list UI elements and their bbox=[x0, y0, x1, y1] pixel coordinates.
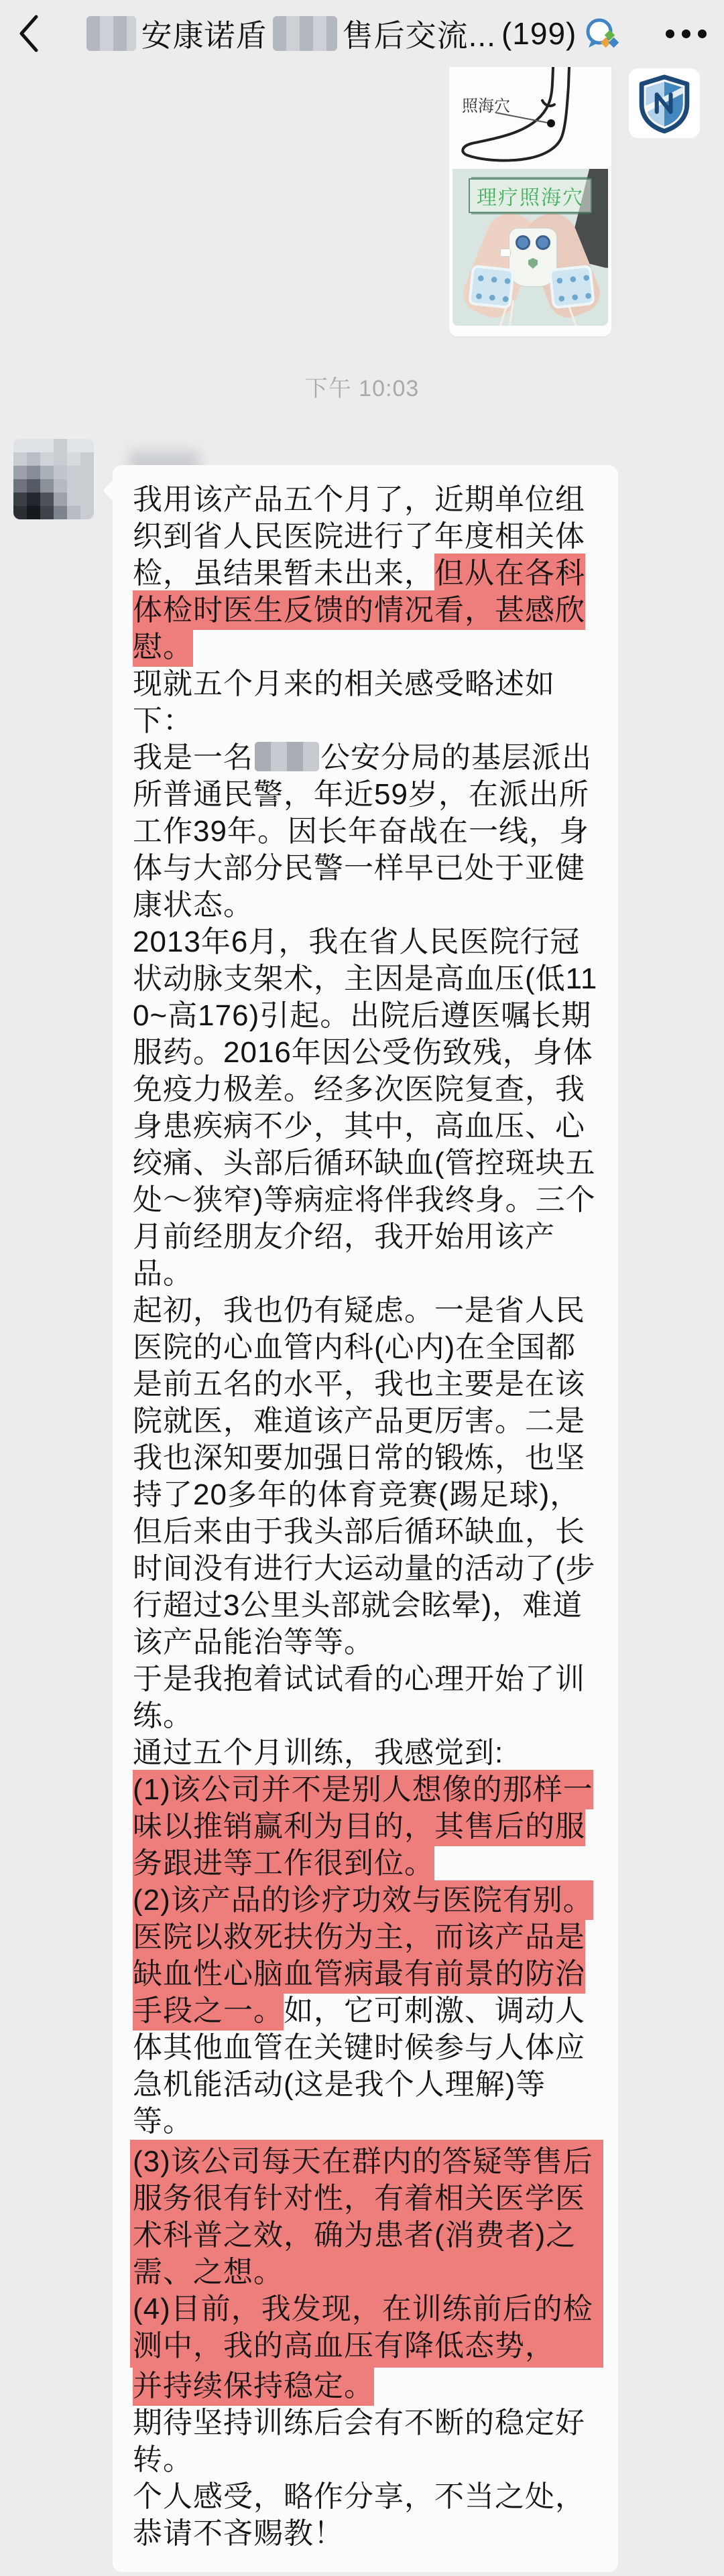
redacted-title-segment bbox=[86, 16, 136, 51]
message-bubble[interactable] bbox=[113, 465, 618, 2572]
chat-title-main: 安康诺盾 bbox=[141, 18, 267, 53]
chat-title-tail: 售后交流... bbox=[342, 18, 496, 53]
redacted-text bbox=[255, 742, 319, 771]
electrode-pad bbox=[548, 265, 595, 309]
highlighted-text: (3)该公司每天在群内的答疑等售后服务很有针对性，有着相关医学医术科普之效，确为患者(消费者)之需、之想。 (4)目前，我发现，在训练前后的检测中，我的高血压有降低态势， bbox=[130, 2140, 603, 2368]
electrode-pad bbox=[468, 265, 515, 309]
acupoint-diagram bbox=[452, 67, 608, 169]
highlighted-text: (1)该公司并不是别人想像的那样一味以推销赢利为目的，其售后的服务跟进等工作很到位。 bbox=[133, 1770, 593, 1883]
avatar-shield[interactable] bbox=[629, 68, 700, 138]
nav-bar bbox=[0, 0, 724, 67]
plain-text: 公安分局的基层派出所普通民警，年近59岁，在派出所工作39年。因长年奋战在一线，身体与大部分民警一样早已处于亚健康状态。 2013年6月，我在省人民医院行冠状动脉支架术，主因是高血压(低110~高176)引起。出院后遵医嘱长期服药。2016年因公受伤致残，身体免疫力极差。经多次医院复查，我身患疾病不少，其中，高血压、心绞痛、头部后循环缺血(管控斑块五处～狭窄)等病症将伴我终身。三个月前经朋友介绍，我开始用该产品。 起初，我也仍有疑虑。一是省人民医院的心血管内科(心内)在全国都是前五名的水平，我也主要是在该院就医，难道该产品更厉害。二是我也深知要加强日常的锻炼，也坚持了20多年的体育竞赛(踢足球)，但后来由于我头部后循环缺血，长时间没有进行大运动量的活动了(步行超过3公里头部就会眩晕)，难道该产品能治等等。 于是我抱着试试看的心理开始了训练。 通过五个月训练，我感觉到: bbox=[133, 741, 598, 1769]
chevron-left-icon bbox=[17, 14, 40, 53]
plain-text: 现就五个月来的相关感受略述如下： 我是一名 bbox=[133, 667, 555, 774]
highlighted-text: 但从在各科体检时医生反馈的情况看，甚感欣慰。 bbox=[133, 554, 585, 667]
image-message[interactable] bbox=[449, 67, 611, 336]
photo-caption: 理疗照海穴 bbox=[469, 178, 592, 213]
message-text bbox=[133, 481, 601, 2552]
more-menu-button[interactable] bbox=[659, 12, 707, 55]
shield-logo-icon bbox=[634, 72, 695, 134]
highlighted-text: (2)该产品的诊疗功效与医院有别。医院以救死扶伤为主，而该产品是缺血性心脑血管病最有前景的防治手段之一。 bbox=[133, 1880, 593, 2031]
plain-text: 如，它可刺激、调动人体其他血管在关键时候参与人体应急机能活动(这是我个人理解)等等。 bbox=[133, 1994, 585, 2138]
pixelated-avatar-image bbox=[13, 439, 94, 519]
therapy-photo bbox=[452, 169, 608, 326]
member-count: (199) bbox=[501, 16, 577, 51]
back-button[interactable] bbox=[17, 12, 48, 55]
plain-text: 期待坚持训练后会有不断的稳定好转。 个人感受，略作分享，不当之处，恭请不吝赐教！ bbox=[133, 2406, 585, 2550]
wecom-group-icon bbox=[582, 14, 621, 53]
avatar-pixelated[interactable] bbox=[13, 439, 94, 519]
chat-title bbox=[48, 11, 659, 56]
redacted-title-segment bbox=[273, 16, 337, 51]
highlighted-text: 并持续保持稳定。 bbox=[133, 2366, 374, 2406]
ellipsis-icon bbox=[666, 29, 674, 38]
acupoint-label: 照海穴 bbox=[462, 97, 510, 115]
timestamp: 下午 10:03 bbox=[304, 376, 420, 401]
plain-text: 我用该产品五个月了，近期单位组织到省人民医院进行了年度相关体检，虽结果暂未出来， bbox=[133, 483, 585, 590]
acupoint-dot bbox=[547, 119, 555, 127]
